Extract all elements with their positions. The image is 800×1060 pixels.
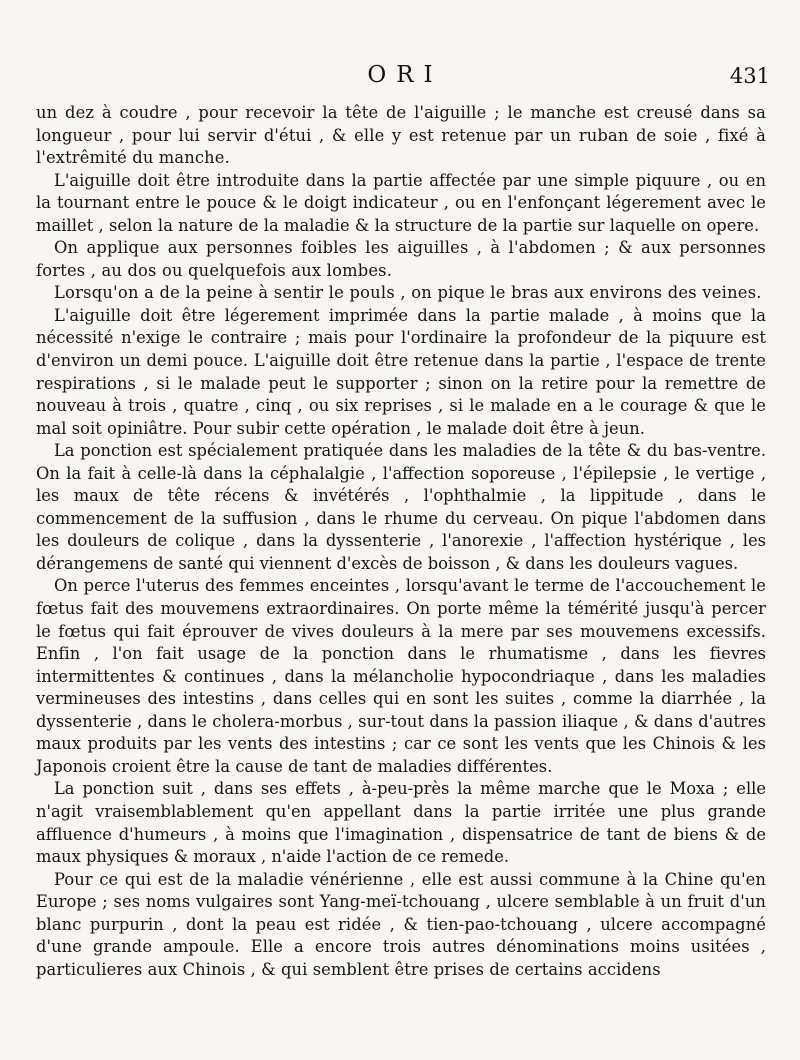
running-head: ORI	[367, 62, 443, 88]
paragraph-puncture-uses: La ponction est spécialement pratiquée dans les maladies de la tête & du bas-ventre. On la fait à celle-là dans la céphalalgie , l'affection soporeuse , l'épilepsie , le vertige , les maux de tête récens & invétérés , l'ophthalmie , la lippitude , dans le commencement de la suffusion , dans le rhume du cerveau. On pique l'abdomen dans les douleurs de colique , dans la dyssenterie , l'anorexie , l'affection hystérique , les dérangemens de santé qui viennent d'excès de boisson , & dans les douleurs vagues.	[36, 441, 766, 573]
paragraph-uterus: On perce l'uterus des femmes enceintes , lorsqu'avant le terme de l'accouchement le fœtus fait des mouvemens extraordinaires. On porte même la témérité jusqu'à percer le fœtus qui fait éprouver de vives douleurs à la mere par ses mouvemens excessifs. Enfin , l'on fait usage de la ponction dans le rhumatisme , dans les fievres intermittentes & continues , dans la mélancholie hypocondriaque , dans les maladies vermineuses des intestins , dans celles qui en sont les suites , comme la diarrhée , la dyssenterie , dans le cholera-morbus , sur-tout dans la passion iliaque , & dans d'autres maux produits par les vents des intestins ; car ce sont les vents que les Chinois & les Japonois croient être la cause de tant de maladies différentes.	[36, 576, 766, 776]
page-header	[40, 60, 770, 92]
page-number: 431	[729, 64, 770, 88]
body-text	[36, 102, 766, 981]
paragraph-continuation: un dez à coudre , pour recevoir la tête de l'aiguille ; le manche est creusé dans sa longueur , pour lui servir d'étui , & elle y est retenue par un ruban de soie , fixé à l'extrêmité du manche.	[36, 103, 766, 168]
paragraph-moxa: La ponction suit , dans ses effets , à-peu-près la même marche que le Moxa ; elle n'agit vraisemblablement qu'en appellant dans la partie irritée une plus grande affluence d'humeurs , à moins que l'imagination , dispensatrice de tant de biens & de maux physiques & moraux , n'aide l'action de ce remede.	[36, 779, 766, 867]
paragraph-needle-depth: L'aiguille doit être légerement imprimée dans la partie malade , à moins que la nécessité n'exige le contraire ; mais pour l'ordinaire la profondeur de la piquure est d'environ un demi pouce. L'aiguille doit être retenue dans la partie , l'espace de trente respirations , si le malade peut le supporter ; sinon on la retire pour la remettre de nouveau à trois , quatre , cinq , ou six reprises , si le malade en a le courage & que le mal soit opiniâtre. Pour subir cette opération , le malade doit être à jeun.	[36, 305, 766, 438]
paragraph-needle-insertion: L'aiguille doit être introduite dans la partie affectée par une simple piquure , ou en la tournant entre le pouce & le doigt indicateur , ou en l'enfonçant légerement avec le maillet , selon la nature de la maladie & la structure de la partie sur laquelle on opere.	[36, 170, 766, 235]
paragraph-venereal-disease: Pour ce qui est de la maladie vénérienne , elle est aussi commune à la Chine qu'en Europe ; ses noms vulgaires sont Yang-meï-tchouang , ulcere semblable à un fruit d'un blanc purpurin , dont la peau est ridée , & tien-pao-tchouang , ulcere accompagné d'une grande ampoule. Elle a encore trois autres dénominations moins usitées , particulieres aux Chinois , & qui semblent être prises de certains accidens	[36, 869, 766, 979]
paragraph-weak-persons: On applique aux personnes foibles les aiguilles , à l'abdomen ; & aux personnes fortes , au dos ou quelquefois aux lombes.	[36, 238, 766, 280]
paragraph-pulse: Lorsqu'on a de la peine à sentir le pouls , on pique le bras aux environs des veines.	[54, 283, 762, 303]
